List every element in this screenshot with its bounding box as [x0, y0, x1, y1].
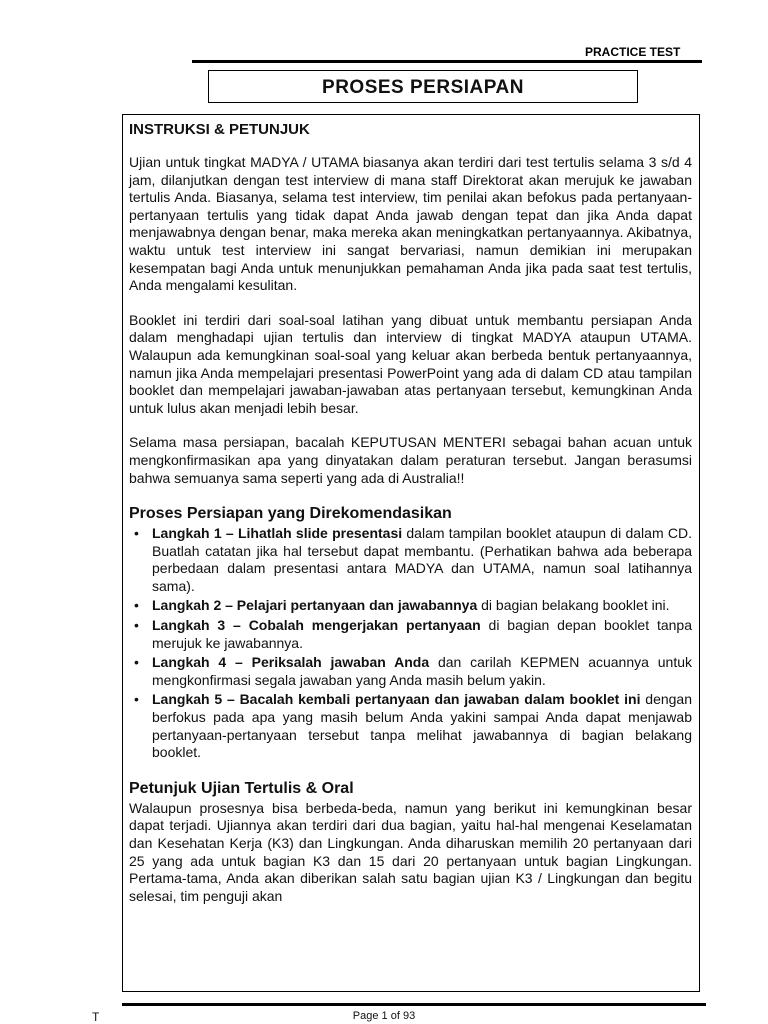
page-title: PROSES PERSIAPAN	[208, 70, 638, 103]
bullet-icon: •	[134, 654, 139, 671]
content-box	[122, 114, 700, 992]
bullet-icon: •	[134, 691, 139, 708]
step-title: Langkah 4 – Periksalah jawaban Anda	[152, 654, 430, 671]
step-title: Langkah 5 – Bacalah kembali pertanyaan dan jawaban dalam booklet ini	[152, 691, 641, 708]
step-title: Langkah 1 – Lihatlah slide presentasi	[152, 525, 403, 542]
section-heading-petunjuk: Petunjuk Ujian Tertulis & Oral	[129, 779, 354, 797]
step-title: Langkah 3 – Cobalah mengerjakan pertanyaan	[152, 617, 481, 634]
header-rule	[192, 60, 702, 63]
header-label: PRACTICE TEST	[585, 45, 681, 59]
step-text: di bagian belakang booklet ini.	[477, 597, 670, 614]
paragraph-2: Booklet ini terdiri dari soal-soal latihan yang dibuat untuk membantu persiapan Anda dalam menghadapi ujian tertulis dan interview di tingkat MADYA ataupun UTAMA. Walaupun ada kemungkinan soal-soal yang keluar akan berbeda bentuk pertanyaannya, namun jika Anda mempelajari presentasi PowerPoint yang ada di dalam CD atau tampilan booklet dan mempelajari jawaban-jawaban atas pertanyaan tersebut, kemungkinan Anda untuk lulus akan menjadi lebih besar.	[129, 311, 692, 416]
list-item	[129, 691, 692, 761]
steps-list	[129, 525, 692, 762]
footer-rule	[122, 1003, 706, 1006]
section-heading-proses: Proses Persiapan yang Direkomendasikan	[129, 505, 452, 523]
step-text: dengan berfokus pada apa yang masih belum Anda yakini sampai Anda dapat menjawab pertanyaan-pertanyaan tersebut tanpa melihat jawabannya di bagian belakang booklet.	[152, 691, 692, 761]
list-item	[129, 525, 692, 595]
list-item	[129, 654, 692, 689]
bullet-icon: •	[134, 525, 139, 542]
paragraph-4: Walaupun prosesnya bisa berbeda-beda, namun yang berikut ini kemungkinan besar dapat terjadi. Ujiannya akan terdiri dari dua bagian, yaitu hal-hal mengenai Keselamatan dan Kesehatan Kerja (K3) dan Lingkungan. Anda diharuskan memilih 20 pertanyaan dari 25 yang ada untuk bagian K3 dan 15 dari 20 pertanyaan untuk bagian Lingkungan. Pertama-tama, Anda akan diberikan salah satu bagian ujian K3 / Lingkungan dan begitu selesai, tim penguji akan	[129, 799, 692, 904]
list-item	[129, 617, 692, 652]
section-heading-instruksi: INSTRUKSI & PETUNJUK	[129, 121, 310, 138]
step-text: dan carilah KEPMEN acuannya untuk mengkonfirmasi segala jawaban yang Anda masih belum yakin.	[152, 654, 692, 688]
list-item	[129, 597, 692, 615]
page-number: Page 1 of 93	[352, 1010, 416, 1022]
bullet-icon: •	[134, 597, 139, 614]
paragraph-1: Ujian untuk tingkat MADYA / UTAMA biasanya akan terdiri dari test tertulis selama 3 s/d 4 jam, dilanjutkan dengan test interview di mana staff Direktorat akan merujuk ke jawaban tertulis Anda. Biasanya, selama test interview, tim penilai akan befokus pada pertanyaan-pertanyaan tertulis yang tidak dapat Anda jawab dengan tepat dan jika Anda dapat menjawabnya dengan benar, maka mereka akan meningkatkan pertanyaannya. Akibatnya, waktu untuk test interview ini sangat bervariasi, namun demikian ini merupakan kesempatan bagi Anda untuk menunjukkan pemahaman Anda jika pada saat test tertulis, Anda mengalami kesulitan.	[129, 154, 692, 294]
paragraph-3: Selama masa persiapan, bacalah KEPUTUSAN MENTERI sebagai bahan acuan untuk mengkonfirmasikan apa yang dinyatakan dalam peraturan tersebut. Jangan berasumsi bahwa semuanya sama seperti yang ada di Australia!!	[129, 434, 692, 486]
step-title: Langkah 2 – Pelajari pertanyaan dan jawabannya	[152, 597, 478, 614]
footer-left: T	[92, 1010, 100, 1024]
step-text: di bagian depan booklet tanpa merujuk ke jawabannya.	[152, 617, 692, 651]
bullet-icon: •	[134, 617, 139, 634]
step-text: dalam tampilan booklet ataupun di dalam CD. Buatlah catatan jika hal tersebut dapat membantu. (Perhatikan bahwa ada beberapa perbedaan dalam presentasi antara MADYA dan UTAMA, namun soal latihannya sama).	[152, 525, 692, 594]
